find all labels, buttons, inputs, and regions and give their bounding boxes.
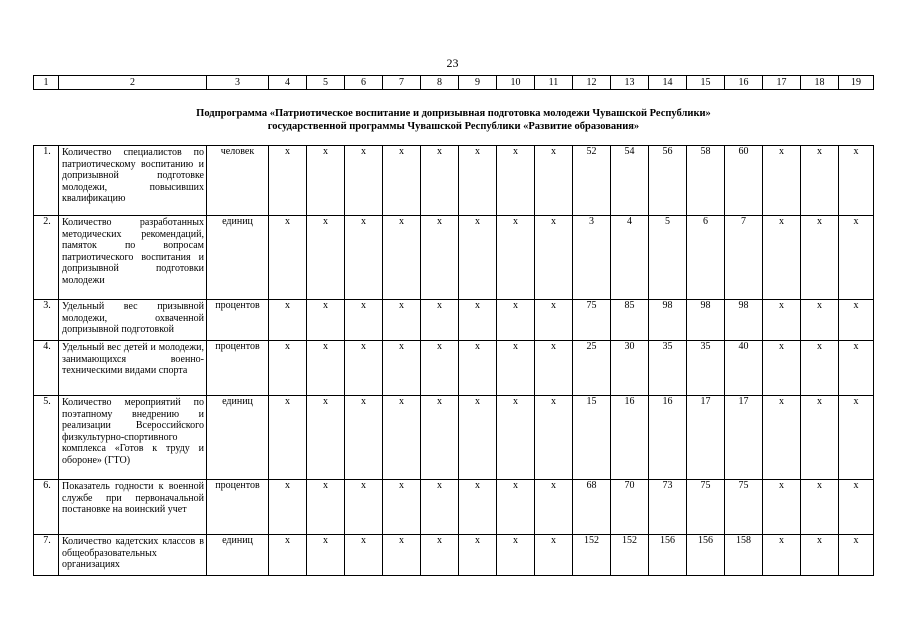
value-cell: x xyxy=(345,300,383,341)
value-cell: x xyxy=(839,146,874,216)
value-cell: x xyxy=(801,396,839,480)
value-cell: x xyxy=(269,535,307,576)
value-cell: x xyxy=(383,480,421,535)
value-cell: x xyxy=(307,146,345,216)
section-title-line-1: Подпрограмма «Патриотическое воспитание и допризывная подготовка молодежи Чувашской Республики» xyxy=(196,107,711,119)
value-cell: 6 xyxy=(687,216,725,300)
value-cell: x xyxy=(801,480,839,535)
value-cell: x xyxy=(345,535,383,576)
table-row xyxy=(34,341,874,396)
value-cell: 25 xyxy=(573,341,611,396)
indicator-name: Удельный вес детей и молодежи, занимающихся военно-техническими видами спорта xyxy=(59,341,207,396)
section-title xyxy=(34,107,874,133)
indicator-name: Количество специалистов по патриотическому воспитанию и допризывной подготовке молодежи, повысивших квалификацию xyxy=(59,146,207,216)
unit-cell: человек xyxy=(207,146,269,216)
value-cell: x xyxy=(839,480,874,535)
indicator-name: Количество кадетских классов в общеобразовательных организациях xyxy=(59,535,207,576)
value-cell: x xyxy=(421,300,459,341)
value-cell: 156 xyxy=(687,535,725,576)
value-cell: 98 xyxy=(725,300,763,341)
value-cell: x xyxy=(839,396,874,480)
value-cell: x xyxy=(421,396,459,480)
value-cell: x xyxy=(307,535,345,576)
value-cell: 98 xyxy=(687,300,725,341)
value-cell: x xyxy=(269,480,307,535)
value-cell: 73 xyxy=(649,480,687,535)
value-cell: x xyxy=(497,300,535,341)
value-cell: x xyxy=(269,396,307,480)
value-cell: 35 xyxy=(649,341,687,396)
table-row xyxy=(34,535,874,576)
value-cell: x xyxy=(497,216,535,300)
value-cell: x xyxy=(421,480,459,535)
section-title-line-2: государственной программы Чувашской Республики «Развитие образования» xyxy=(267,120,640,132)
column-number-cell: 6 xyxy=(345,76,383,90)
column-number-row xyxy=(34,76,874,90)
value-cell: x xyxy=(535,300,573,341)
column-number-cell: 7 xyxy=(383,76,421,90)
value-cell: x xyxy=(839,341,874,396)
column-number-cell: 14 xyxy=(649,76,687,90)
value-cell: 75 xyxy=(725,480,763,535)
value-cell: x xyxy=(535,341,573,396)
column-number-cell: 10 xyxy=(497,76,535,90)
value-cell: 52 xyxy=(573,146,611,216)
column-number-cell: 4 xyxy=(269,76,307,90)
value-cell: x xyxy=(269,216,307,300)
value-cell: x xyxy=(839,535,874,576)
value-cell: 17 xyxy=(687,396,725,480)
value-cell: x xyxy=(383,341,421,396)
value-cell: x xyxy=(839,300,874,341)
row-number: 4. xyxy=(34,341,59,396)
value-cell: 75 xyxy=(573,300,611,341)
value-cell: x xyxy=(459,341,497,396)
value-cell: x xyxy=(497,535,535,576)
value-cell: x xyxy=(535,146,573,216)
value-cell: 158 xyxy=(725,535,763,576)
section-title-row xyxy=(34,90,874,146)
unit-cell: единиц xyxy=(207,535,269,576)
value-cell: x xyxy=(383,396,421,480)
value-cell: x xyxy=(801,341,839,396)
table-row xyxy=(34,480,874,535)
value-cell: x xyxy=(763,480,801,535)
column-number-cell: 3 xyxy=(207,76,269,90)
value-cell: x xyxy=(459,396,497,480)
table-row xyxy=(34,396,874,480)
value-cell: x xyxy=(421,146,459,216)
value-cell: x xyxy=(459,300,497,341)
value-cell: x xyxy=(801,535,839,576)
value-cell: 54 xyxy=(611,146,649,216)
column-number-cell: 12 xyxy=(573,76,611,90)
value-cell: 156 xyxy=(649,535,687,576)
value-cell: 58 xyxy=(687,146,725,216)
value-cell: 17 xyxy=(725,396,763,480)
value-cell: 70 xyxy=(611,480,649,535)
value-cell: 60 xyxy=(725,146,763,216)
value-cell: x xyxy=(307,396,345,480)
value-cell: x xyxy=(421,535,459,576)
indicators-table xyxy=(33,75,874,576)
indicator-name: Количество разработанных методических рекомендаций, памяток по вопросам патриотического воспитания и допризывной подготовки молодежи xyxy=(59,216,207,300)
value-cell: x xyxy=(535,396,573,480)
row-number: 1. xyxy=(34,146,59,216)
value-cell: x xyxy=(383,146,421,216)
value-cell: x xyxy=(345,341,383,396)
value-cell: x xyxy=(459,480,497,535)
value-cell: x xyxy=(383,216,421,300)
value-cell: x xyxy=(763,216,801,300)
value-cell: x xyxy=(459,216,497,300)
value-cell: x xyxy=(497,341,535,396)
column-number-cell: 17 xyxy=(763,76,801,90)
value-cell: x xyxy=(535,216,573,300)
table-row xyxy=(34,300,874,341)
section-title-cell xyxy=(34,90,874,146)
row-number: 7. xyxy=(34,535,59,576)
value-cell: x xyxy=(497,480,535,535)
value-cell: x xyxy=(307,480,345,535)
value-cell: x xyxy=(497,396,535,480)
value-cell: 35 xyxy=(687,341,725,396)
value-cell: x xyxy=(459,146,497,216)
value-cell: 4 xyxy=(611,216,649,300)
value-cell: x xyxy=(763,300,801,341)
value-cell: 75 xyxy=(687,480,725,535)
value-cell: x xyxy=(763,396,801,480)
column-number-cell: 18 xyxy=(801,76,839,90)
value-cell: 98 xyxy=(649,300,687,341)
column-number-cell: 8 xyxy=(421,76,459,90)
column-number-cell: 9 xyxy=(459,76,497,90)
value-cell: x xyxy=(383,300,421,341)
value-cell: x xyxy=(307,341,345,396)
value-cell: 30 xyxy=(611,341,649,396)
value-cell: x xyxy=(421,216,459,300)
unit-cell: единиц xyxy=(207,396,269,480)
column-number-cell: 11 xyxy=(535,76,573,90)
value-cell: x xyxy=(345,396,383,480)
indicator-name: Удельный вес призывной молодежи, охваченной допризывной подготовкой xyxy=(59,300,207,341)
column-number-cell: 5 xyxy=(307,76,345,90)
value-cell: x xyxy=(307,300,345,341)
unit-cell: процентов xyxy=(207,341,269,396)
value-cell: x xyxy=(269,146,307,216)
value-cell: x xyxy=(345,146,383,216)
column-number-cell: 16 xyxy=(725,76,763,90)
value-cell: x xyxy=(269,300,307,341)
value-cell: x xyxy=(763,146,801,216)
table-row xyxy=(34,146,874,216)
unit-cell: процентов xyxy=(207,300,269,341)
value-cell: 85 xyxy=(611,300,649,341)
value-cell: x xyxy=(763,535,801,576)
column-number-cell: 13 xyxy=(611,76,649,90)
unit-cell: процентов xyxy=(207,480,269,535)
value-cell: x xyxy=(345,216,383,300)
value-cell: 16 xyxy=(649,396,687,480)
row-number: 3. xyxy=(34,300,59,341)
value-cell: x xyxy=(839,216,874,300)
value-cell: x xyxy=(801,300,839,341)
unit-cell: единиц xyxy=(207,216,269,300)
value-cell: x xyxy=(801,146,839,216)
value-cell: x xyxy=(269,341,307,396)
value-cell: 152 xyxy=(573,535,611,576)
column-number-cell: 15 xyxy=(687,76,725,90)
value-cell: x xyxy=(801,216,839,300)
value-cell: x xyxy=(383,535,421,576)
value-cell: 16 xyxy=(611,396,649,480)
value-cell: 15 xyxy=(573,396,611,480)
value-cell: 3 xyxy=(573,216,611,300)
row-number: 6. xyxy=(34,480,59,535)
row-number: 5. xyxy=(34,396,59,480)
value-cell: x xyxy=(421,341,459,396)
value-cell: x xyxy=(459,535,497,576)
column-number-cell: 2 xyxy=(59,76,207,90)
page-number: 23 xyxy=(446,56,459,70)
value-cell: 56 xyxy=(649,146,687,216)
column-number-cell: 1 xyxy=(34,76,59,90)
indicator-name: Количество мероприятий по поэтапному внедрению и реализации Всероссийского физкультурно-спортивного комплекса «Готов к труду и обороне» (ГТО) xyxy=(59,396,207,480)
indicator-name: Показатель годности к военной службе при первоначальной постановке на воинский учет xyxy=(59,480,207,535)
value-cell: x xyxy=(535,535,573,576)
value-cell: 5 xyxy=(649,216,687,300)
value-cell: x xyxy=(763,341,801,396)
value-cell: 68 xyxy=(573,480,611,535)
value-cell: x xyxy=(307,216,345,300)
value-cell: x xyxy=(535,480,573,535)
value-cell: 7 xyxy=(725,216,763,300)
value-cell: x xyxy=(345,480,383,535)
value-cell: 152 xyxy=(611,535,649,576)
value-cell: 40 xyxy=(725,341,763,396)
column-number-cell: 19 xyxy=(839,76,874,90)
value-cell: x xyxy=(497,146,535,216)
row-number: 2. xyxy=(34,216,59,300)
table-row xyxy=(34,216,874,300)
